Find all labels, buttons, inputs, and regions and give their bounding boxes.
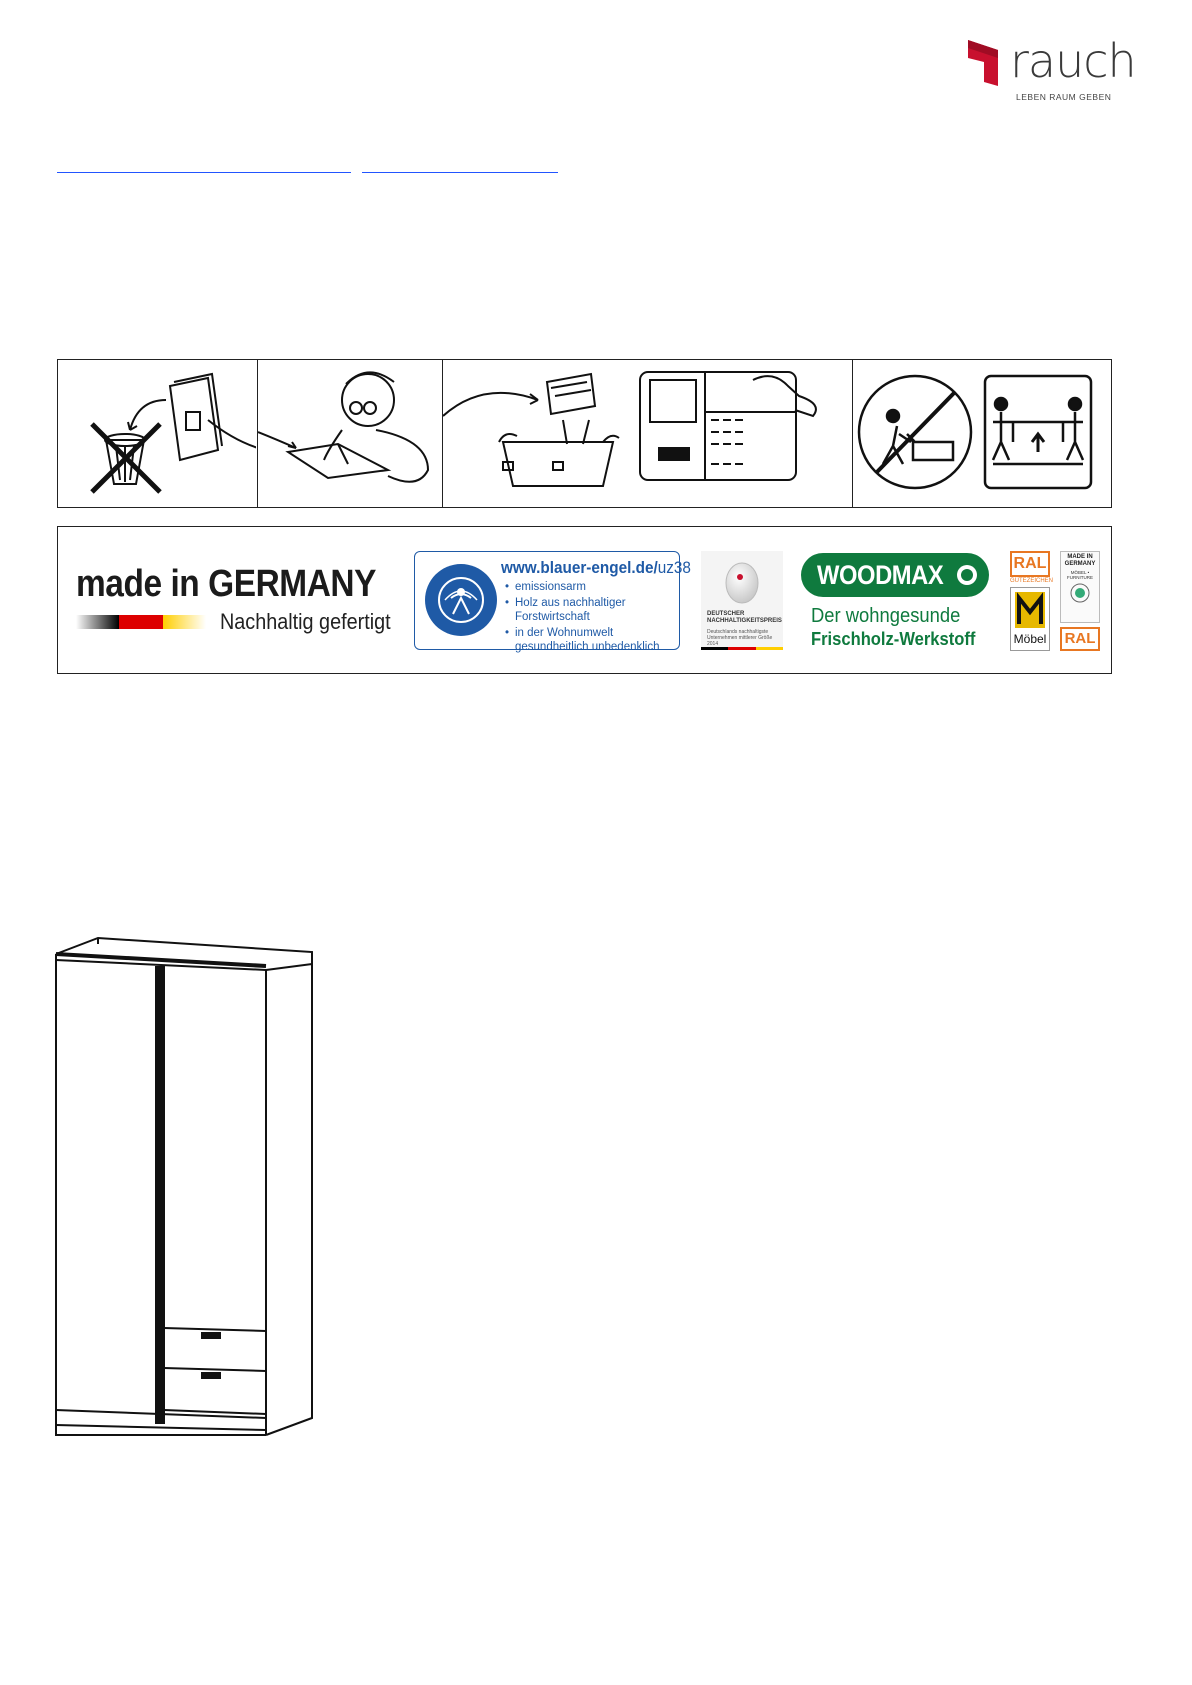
instruction-read-manual bbox=[258, 360, 443, 507]
logo-wordmark: rauch bbox=[1010, 34, 1136, 88]
ral-mig-caption: MÖBEL • FURNITURE bbox=[1067, 570, 1093, 580]
wardrobe-drawing bbox=[50, 930, 320, 1450]
ral-label: RAL bbox=[1010, 551, 1050, 577]
woodmax-pill bbox=[801, 553, 989, 597]
blauer-engel-item: • in der Wohnumwelt gesundheitlich unbedenklich bbox=[505, 626, 675, 654]
nachhaltigkeitspreis-title: DEUTSCHER NACHHALTIGKEITSPREIS bbox=[707, 611, 782, 624]
seal-icon bbox=[1070, 582, 1090, 604]
woodmax-name: WOODMAX bbox=[817, 560, 944, 590]
logo-mark-icon bbox=[968, 36, 1014, 86]
made-in-germany-subtitle: Nachhaltig gefertigt bbox=[220, 609, 391, 634]
instruction-strip bbox=[57, 359, 1112, 508]
made-in-germany-title: made in GERMANY bbox=[76, 563, 376, 605]
rauch-logo bbox=[968, 34, 1136, 106]
moebel-seal bbox=[1010, 587, 1050, 651]
woodmax-badge bbox=[801, 553, 989, 653]
lift-furniture-icon bbox=[853, 360, 1109, 506]
link-2[interactable] bbox=[362, 158, 558, 173]
blauer-engel-item: • Holz aus nachhaltiger Forstwirtschaft bbox=[505, 596, 675, 624]
instruction-keep-parts bbox=[443, 360, 853, 507]
nachhaltigkeitspreis-subtitle: Deutschlands nachhaltigste Unternehmen mittlerer Größe 2014 bbox=[707, 629, 773, 647]
blauer-engel-icon bbox=[423, 562, 499, 638]
moebel-m-icon bbox=[1015, 592, 1045, 628]
link-1[interactable] bbox=[57, 158, 351, 173]
certification-strip bbox=[57, 526, 1112, 674]
nachhaltigkeitspreis-badge bbox=[701, 551, 783, 650]
logo-tagline: LEBEN RAUM GEBEN bbox=[1016, 92, 1112, 102]
trash-crossed-icon bbox=[58, 360, 256, 506]
woodmax-dot-icon bbox=[955, 563, 979, 587]
flag-bar bbox=[701, 647, 783, 650]
german-flag-stripe bbox=[76, 615, 206, 629]
ral-mig-top: MADE IN GERMANY bbox=[1064, 554, 1096, 567]
moebel-label: Möbel bbox=[1013, 632, 1047, 646]
person-reading-icon bbox=[258, 360, 442, 506]
ral-caption: GÜTEZEICHEN bbox=[1010, 578, 1054, 584]
woodmax-line2: Frischholz-Werkstoff bbox=[811, 629, 976, 649]
instruction-lift-dont-push bbox=[853, 360, 1111, 507]
instruction-dont-discard bbox=[58, 360, 258, 507]
ral-mig-label: RAL bbox=[1060, 627, 1100, 651]
woodmax-line1: Der wohngesunde bbox=[811, 605, 961, 627]
award-egg-icon bbox=[723, 557, 761, 605]
blauer-engel-item: • emissionsarm bbox=[505, 580, 675, 594]
parts-list-folder-icon bbox=[443, 360, 851, 506]
blauer-engel-list bbox=[505, 580, 675, 656]
blauer-engel-url: www.blauer-engel.de/uz38 bbox=[501, 558, 691, 577]
blauer-engel-badge bbox=[414, 551, 691, 653]
ral-mig-card bbox=[1060, 551, 1100, 623]
